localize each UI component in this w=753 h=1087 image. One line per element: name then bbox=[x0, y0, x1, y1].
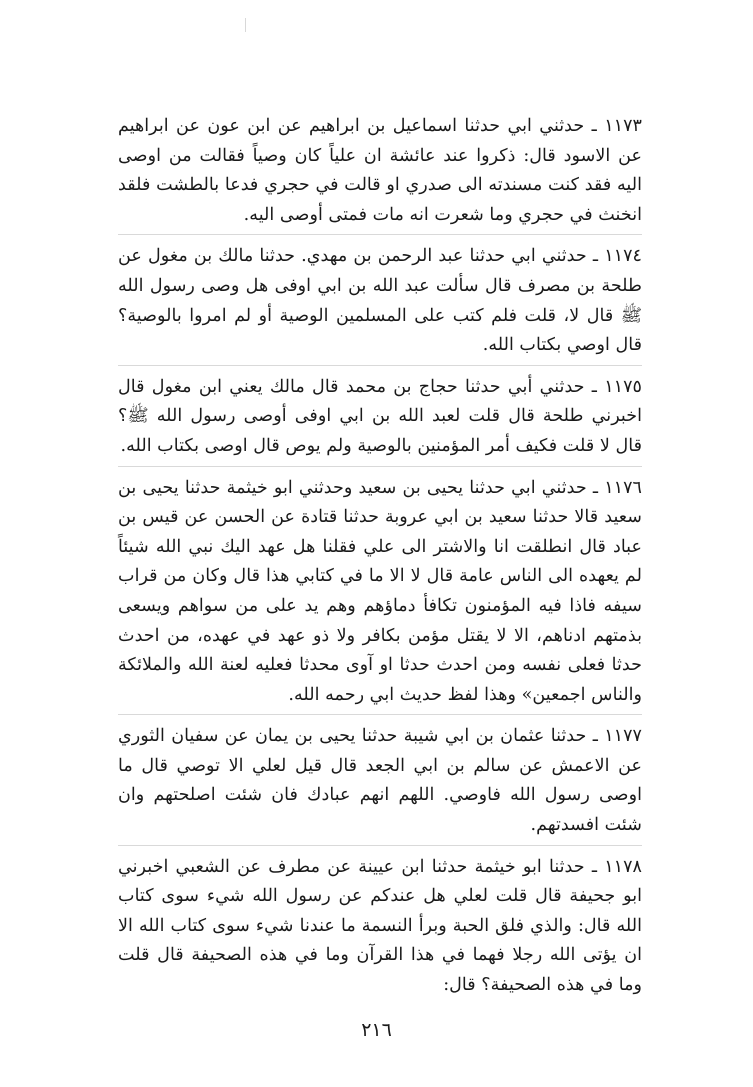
hadith-text-block bbox=[118, 112, 642, 1001]
hadith-1177: ١١٧٧ ـ حدثنا عثمان بن ابي شيبة حدثنا يحيى بن يمان عن سفيان الثوري عن الاعمش عن سالم بن ابي الجعد قال قيل لعلي الا توصي قال ما اوصى رسول الله فاوصي. اللهم انهم عبادك فان شئت اصلحتهم وان شئت افسدتهم. bbox=[118, 726, 642, 836]
scan-artifact-line bbox=[245, 18, 246, 32]
paragraph-divider bbox=[118, 714, 642, 715]
hadith-1176: ١١٧٦ ـ حدثني ابي حدثنا يحيى بن سعيد وحدثني ابو خيثمة حدثنا يحيى بن سعيد قالا حدثنا سعيد بن ابي عروبة حدثنا قتادة عن الحسن عن قيس بن عباد قال انطلقت انا والاشتر الى علي فقلنا هل عهد اليك نبي الله شيئاً لم يعهده الى الناس عامة قال لا الا ما في كتابي هذا قال وكان من قراب سيفه فاذا فيه المؤمنون تكافأ دماؤهم وهم يد على من سواهم ويسعى بذمتهم ادناهم، الا لا يقتل مؤمن بكافر ولا ذو عهد في عهده، من احدث حدثا فعلى نفسه ومن احدث حدثا او آوى محدثا فعليه لعنة الله والملائكة والناس اجمعين» وهذا لفظ حديث ابي رحمه الله. bbox=[118, 477, 642, 705]
hadith-1173: ١١٧٣ ـ حدثني ابي حدثنا اسماعيل بن ابراهيم عن ابن عون عن ابراهيم عن الاسود قال: ذكروا عند عائشة ان علياً كان وصياً فقالت من اوصى اليه فقد كنت مسندته الى صدري او قالت في حجري فدعا بالطشت فلقد انخنث في حجري وما شعرت انه مات فمتى أوصى اليه. bbox=[118, 116, 642, 225]
paragraph-divider bbox=[118, 234, 642, 235]
hadith-1174: ١١٧٤ ـ حدثني ابي حدثنا عبد الرحمن بن مهدي. حدثنا مالك بن مغول عن طلحة بن مصرف قال سألت عبد الله بن ابي اوفى هل وصى رسول الله ﷺ قال لا، قلت فلم كتب على المسلمين الوصية أو لم امروا بالوصية؟ قال اوصي بكتاب الله. bbox=[118, 246, 642, 356]
paragraph-divider bbox=[118, 466, 642, 467]
hadith-1175: ١١٧٥ ـ حدثني أبي حدثنا حجاج بن محمد قال مالك يعني ابن مغول قال اخبرني طلحة قال قلت لعبد الله بن ابي اوفى أوصى رسول الله ﷺ؟ قال لا قلت فكيف أمر المؤمنين بالوصية ولم يوص قال اوصى بكتاب الله. bbox=[118, 376, 642, 456]
paragraph-divider bbox=[118, 365, 642, 366]
paragraph-divider bbox=[118, 845, 642, 846]
hadith-1178: ١١٧٨ ـ حدثنا ابو خيثمة حدثنا ابن عيينة عن مطرف عن الشعبي اخبرني ابو جحيفة قال قلت لعلي هل عندكم عن رسول الله شيء سوى كتاب الله قال: والذي فلق الحبة وبرأ النسمة ما عندنا شيء سوى كتاب الله الا ان يؤتى الله رجلا فهما في هذا القرآن وما في هذه الصحيفة قال قلت وما في هذه الصحيفة؟ قال: bbox=[118, 856, 642, 996]
page-number: ٢١٦ bbox=[361, 1019, 392, 1041]
